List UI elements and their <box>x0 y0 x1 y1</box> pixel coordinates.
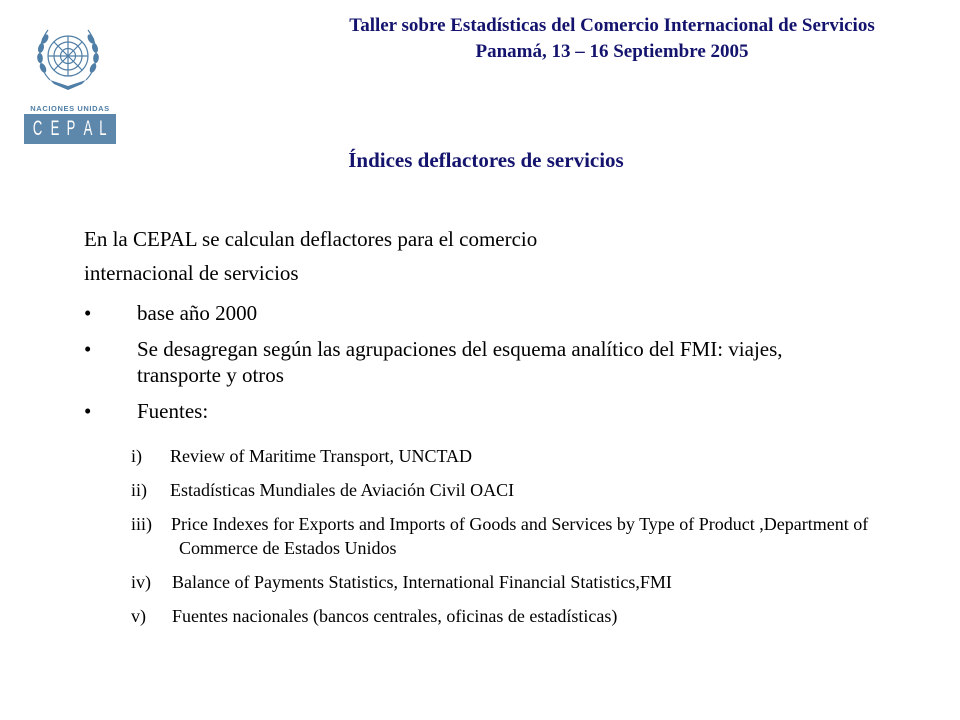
source-text: Balance of Payments Statistics, International Financial Statistics,FMI <box>172 572 672 592</box>
source-text: Review of Maritime Transport, UNCTAD <box>170 446 473 466</box>
workshop-title: Taller sobre Estadísticas del Comercio Internacional de Servicios <box>349 15 875 36</box>
intro-line: En la CEPAL se calculan deflactores para el comercio <box>84 227 538 251</box>
source-item <box>131 570 911 594</box>
bullet-list <box>84 300 864 424</box>
logo-letter: A <box>83 117 93 140</box>
intro-line: internacional de servicios <box>84 261 299 285</box>
source-marker: v) <box>131 606 146 626</box>
bullet-item <box>84 336 864 388</box>
logo-cepal-box <box>24 114 116 144</box>
bullet-text: Se desagregan según las agrupaciones del esquema analítico del FMI: viajes, transporte y otros <box>137 337 783 387</box>
logo-letter: E <box>50 117 60 140</box>
source-item <box>131 512 911 560</box>
bullet-text: base año 2000 <box>137 301 258 325</box>
bullet-item <box>84 300 864 326</box>
source-marker: ii) <box>131 480 147 500</box>
source-text: Fuentes nacionales (bancos centrales, oficinas de estadísticas) <box>172 606 618 626</box>
bullet-text: Fuentes: <box>137 399 209 423</box>
intro-paragraph <box>84 222 904 290</box>
source-item <box>131 478 911 502</box>
source-text: Price Indexes for Exports and Imports of Goods and Services by Type of Product ,Department of Commerce de Estados Unidos <box>171 514 869 558</box>
cepal-logo <box>22 18 118 146</box>
source-marker: iv) <box>131 572 151 592</box>
bullet-icon: • <box>84 301 92 325</box>
source-item <box>131 604 911 628</box>
un-emblem-icon <box>34 18 102 102</box>
logo-letter: P <box>66 117 76 140</box>
slide-title-text: Índices deflactores de servicios <box>348 148 624 172</box>
sources-list <box>131 444 911 638</box>
workshop-location-date: Panamá, 13 – 16 Septiembre 2005 <box>475 41 749 62</box>
source-item <box>131 444 911 468</box>
bullet-icon: • <box>84 337 92 361</box>
bullet-icon: • <box>84 399 92 423</box>
source-marker: iii) <box>131 514 152 534</box>
logo-un-text: NACIONES UNIDAS <box>30 104 110 113</box>
logo-letter: L <box>99 117 107 140</box>
workshop-header <box>270 13 954 65</box>
source-text: Estadísticas Mundiales de Aviación Civil OACI <box>170 480 515 500</box>
source-marker: i) <box>131 446 142 466</box>
logo-letter: C <box>32 117 43 140</box>
bullet-item <box>84 398 864 424</box>
slide-title <box>0 146 960 174</box>
